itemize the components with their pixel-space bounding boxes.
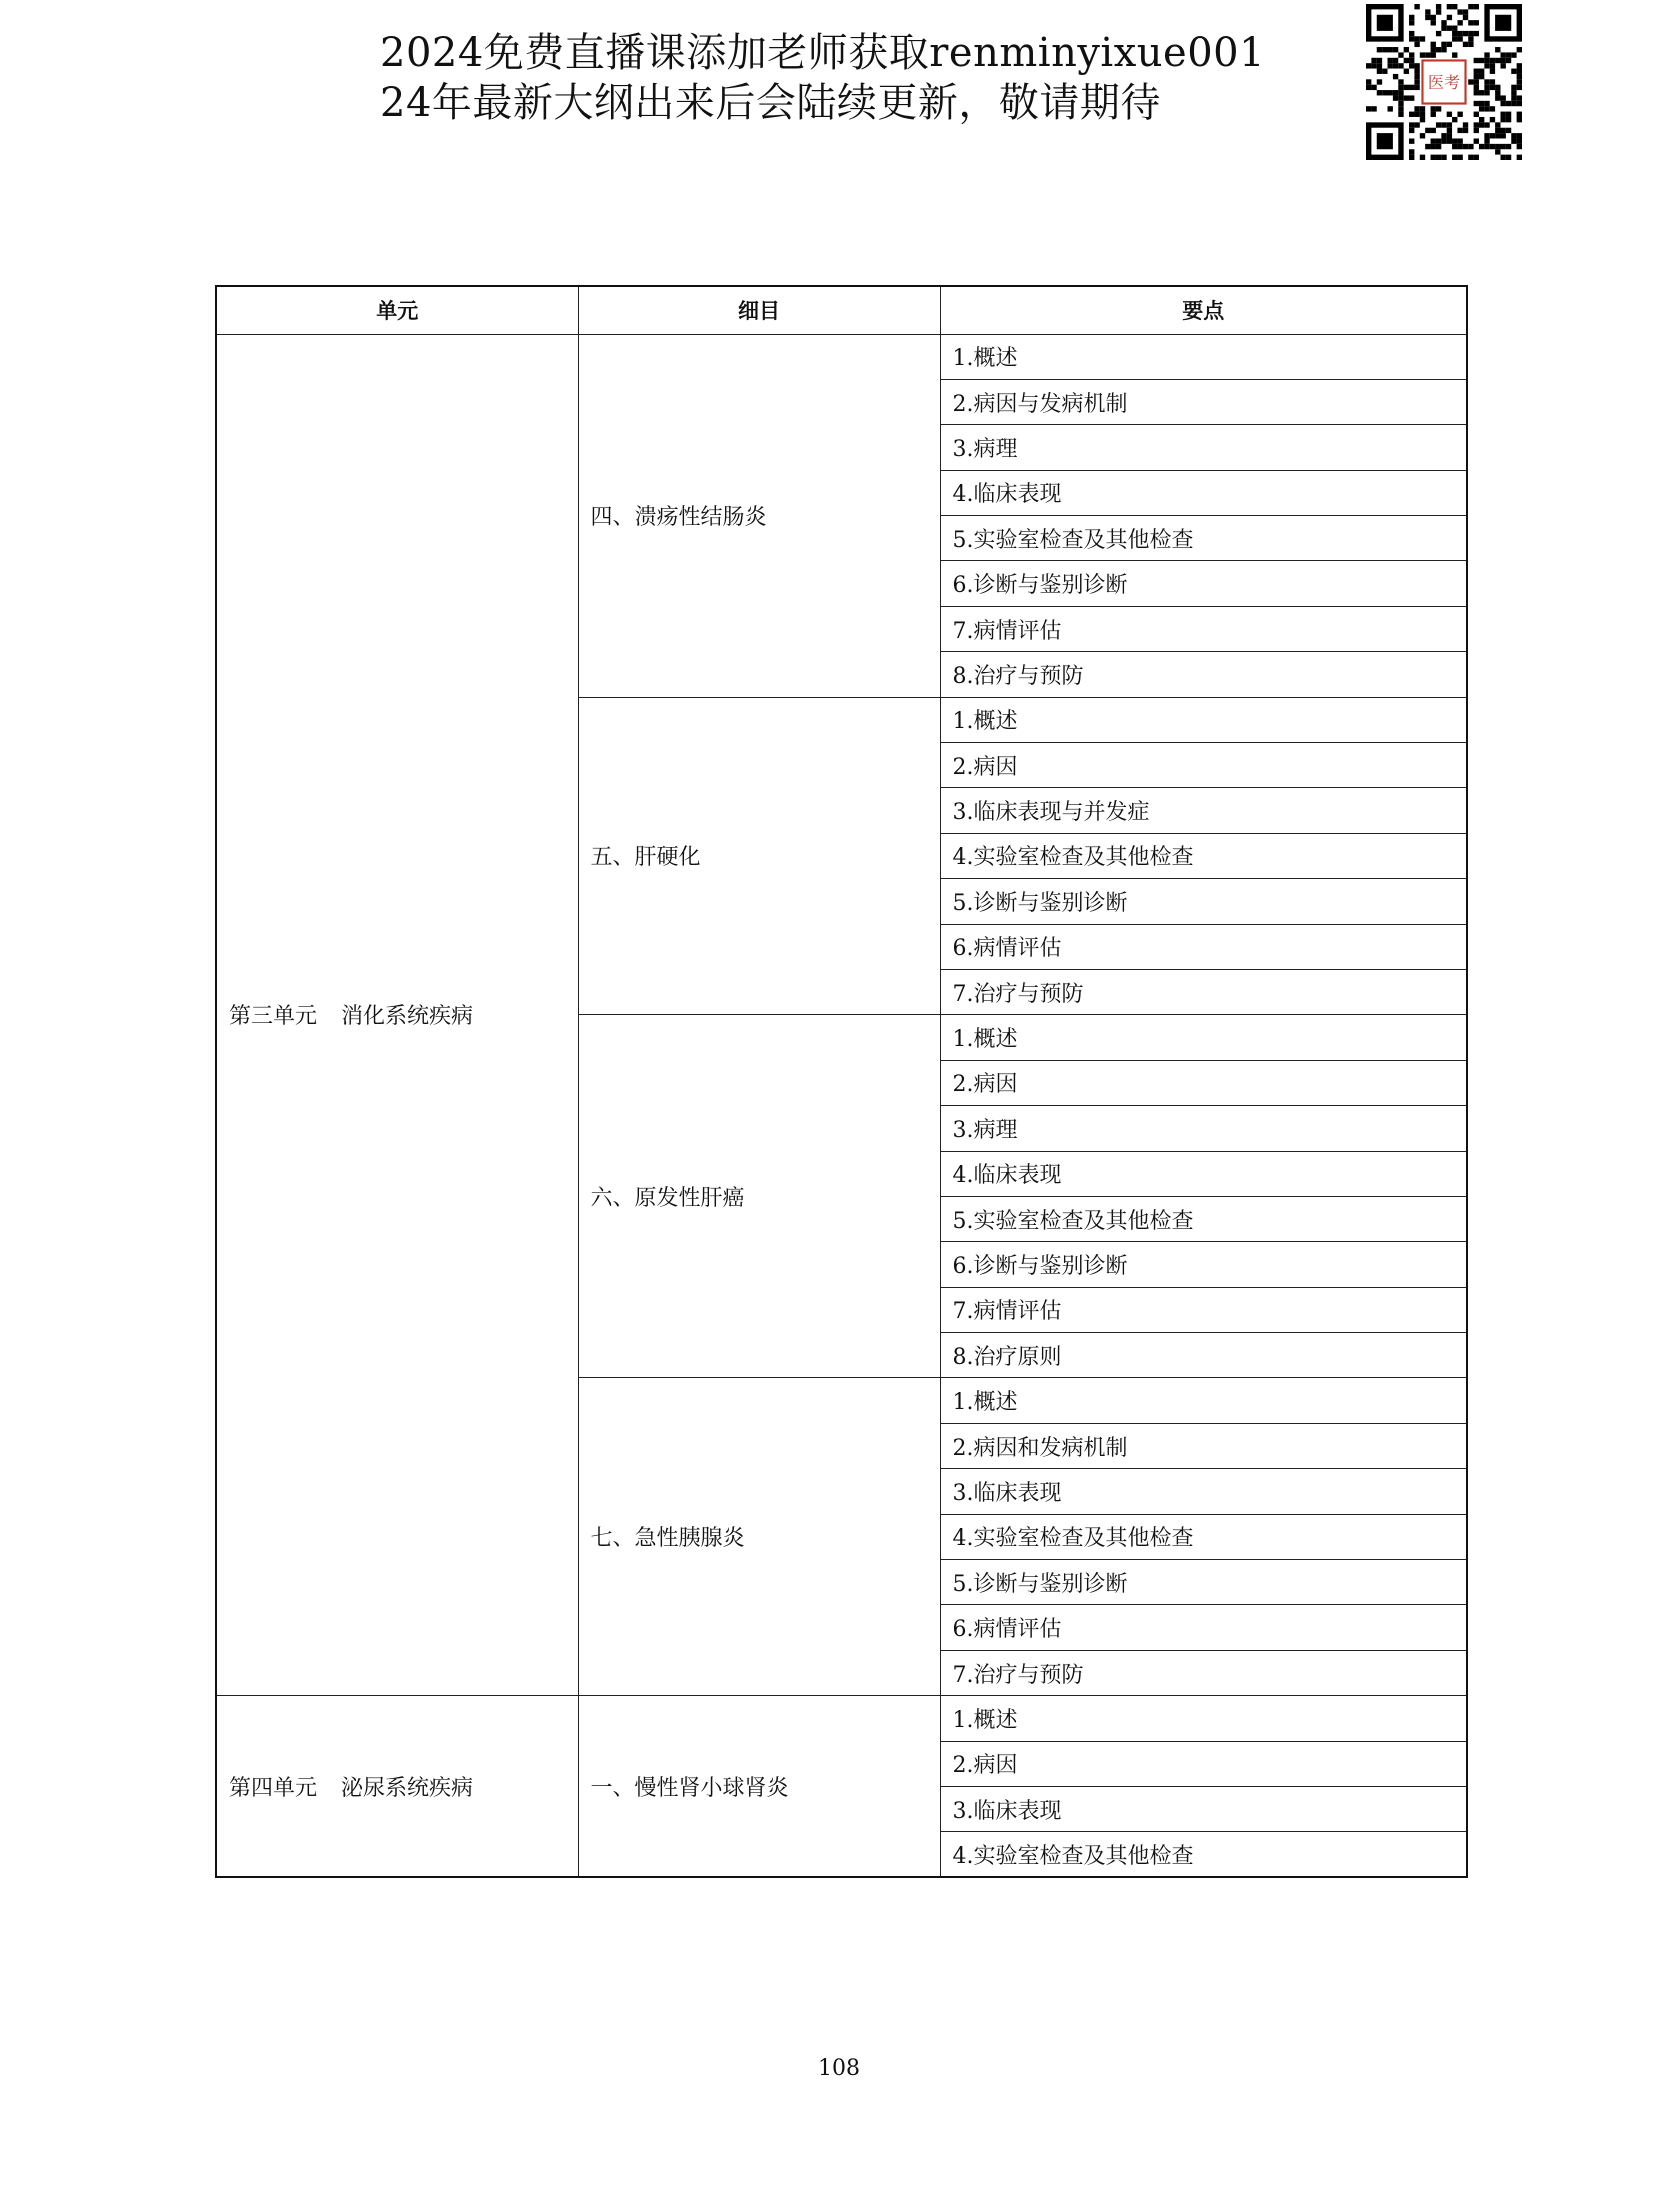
point-cell: 4.临床表现 xyxy=(940,1151,1467,1196)
point-cell: 5.实验室检查及其他检查 xyxy=(940,1196,1467,1241)
point-cell: 6.病情评估 xyxy=(940,1605,1467,1650)
point-cell: 2.病因和发病机制 xyxy=(940,1423,1467,1468)
detail-cell: 四、溃疡性结肠炎 xyxy=(578,334,940,697)
point-cell: 6.诊断与鉴别诊断 xyxy=(940,1242,1467,1287)
header-line-1: 2024免费直播课添加老师获取renminyixue001 xyxy=(380,30,1266,76)
point-cell: 3.病理 xyxy=(940,1106,1467,1151)
point-cell: 3.病理 xyxy=(940,425,1467,470)
detail-cell: 一、慢性肾小球肾炎 xyxy=(578,1696,940,1878)
point-cell: 7.治疗与预防 xyxy=(940,969,1467,1014)
point-cell: 3.临床表现 xyxy=(940,1787,1467,1832)
table-row xyxy=(216,1696,1467,1741)
column-header-unit: 单元 xyxy=(216,286,578,334)
point-cell: 8.治疗原则 xyxy=(940,1333,1467,1378)
point-cell: 1.概述 xyxy=(940,1378,1467,1423)
table-row xyxy=(216,334,1467,379)
unit-cell xyxy=(216,1696,578,1878)
table-header-row xyxy=(216,286,1467,334)
point-cell: 1.概述 xyxy=(940,1696,1467,1741)
point-cell: 3.临床表现与并发症 xyxy=(940,788,1467,833)
unit-number: 第三单元 xyxy=(229,1004,318,1030)
column-header-point: 要点 xyxy=(940,286,1467,334)
header-line-2: 24年最新大纲出来后会陆续更新，敬请期待 xyxy=(380,80,1161,126)
page-number: 108 xyxy=(818,2056,860,2081)
point-cell: 7.病情评估 xyxy=(940,606,1467,651)
detail-cell: 六、原发性肝癌 xyxy=(578,1015,940,1378)
column-header-detail: 细目 xyxy=(578,286,940,334)
point-cell: 6.诊断与鉴别诊断 xyxy=(940,561,1467,606)
point-cell: 4.实验室检查及其他检查 xyxy=(940,1514,1467,1559)
point-cell: 1.概述 xyxy=(940,334,1467,379)
unit-title: 消化系统疾病 xyxy=(341,1004,474,1030)
detail-cell: 七、急性胰腺炎 xyxy=(578,1378,940,1696)
point-cell: 6.病情评估 xyxy=(940,924,1467,969)
qr-code-icon xyxy=(1366,4,1522,160)
point-cell: 2.病因 xyxy=(940,1060,1467,1105)
unit-number: 第四单元 xyxy=(229,1775,318,1801)
unit-title: 泌尿系统疾病 xyxy=(341,1775,474,1801)
point-cell: 5.诊断与鉴别诊断 xyxy=(940,1560,1467,1605)
table-body xyxy=(216,334,1467,1877)
point-cell: 8.治疗与预防 xyxy=(940,652,1467,697)
point-cell: 5.实验室检查及其他检查 xyxy=(940,516,1467,561)
unit-cell xyxy=(216,334,578,1696)
point-cell: 5.诊断与鉴别诊断 xyxy=(940,879,1467,924)
detail-cell: 五、肝硬化 xyxy=(578,697,940,1015)
point-cell: 7.病情评估 xyxy=(940,1287,1467,1332)
syllabus-table xyxy=(215,285,1468,1878)
point-cell: 4.实验室检查及其他检查 xyxy=(940,1832,1467,1877)
point-cell: 2.病因 xyxy=(940,743,1467,788)
point-cell: 1.概述 xyxy=(940,697,1467,742)
point-cell: 1.概述 xyxy=(940,1015,1467,1060)
point-cell: 4.实验室检查及其他检查 xyxy=(940,833,1467,878)
point-cell: 3.临床表现 xyxy=(940,1469,1467,1514)
point-cell: 2.病因 xyxy=(940,1741,1467,1786)
point-cell: 2.病因与发病机制 xyxy=(940,379,1467,424)
header-text xyxy=(380,28,1265,128)
qr-center-label: 医考 xyxy=(1427,72,1461,92)
point-cell: 7.治疗与预防 xyxy=(940,1650,1467,1695)
point-cell: 4.临床表现 xyxy=(940,470,1467,515)
